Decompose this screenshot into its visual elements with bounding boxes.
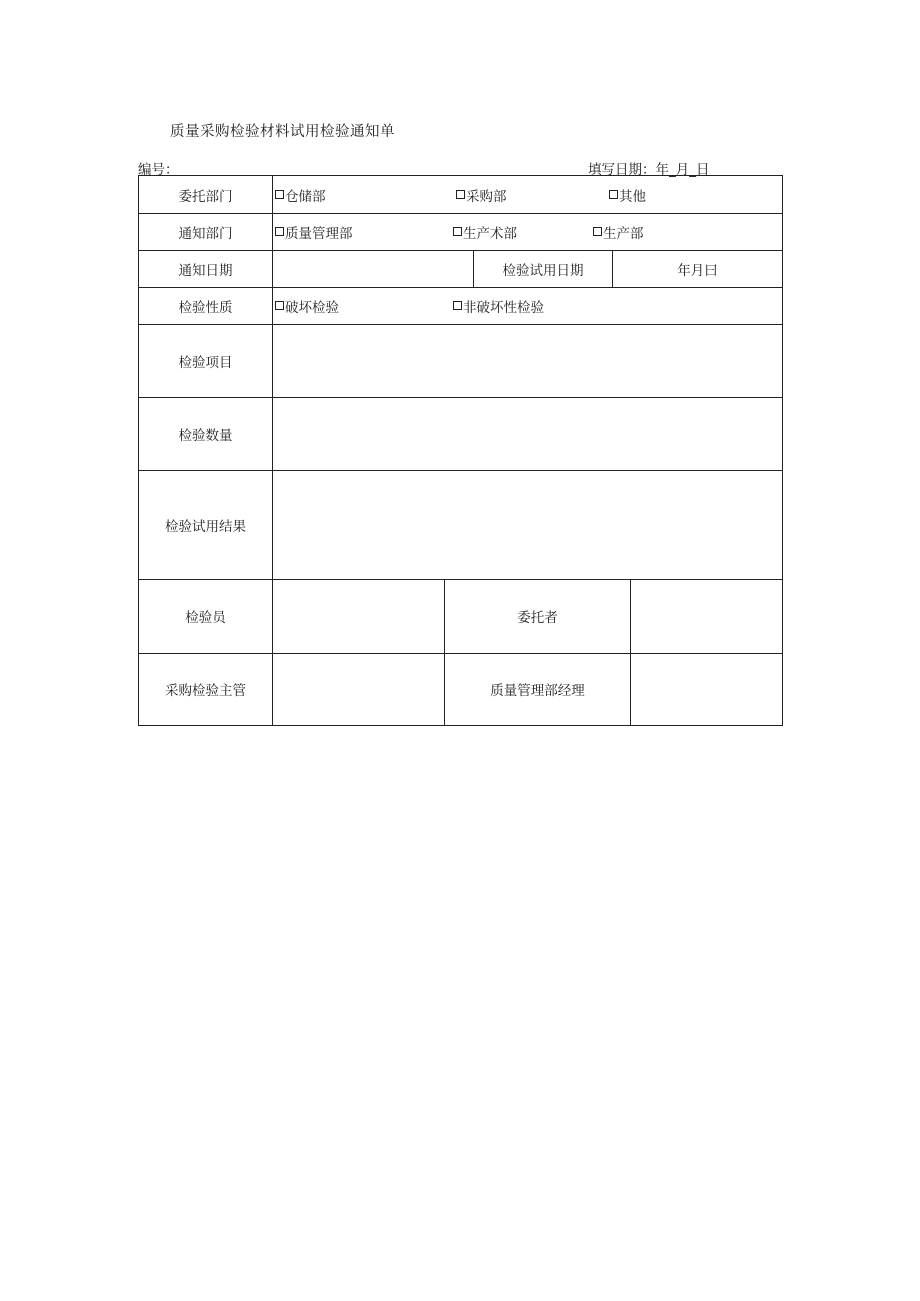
- client-dept-option-warehouse[interactable]: [275, 176, 326, 213]
- inspection-notice-form: [138, 175, 783, 726]
- inspection-type-option-nondestructive[interactable]: [453, 287, 544, 324]
- qm-manager-signature-field[interactable]: [631, 653, 782, 725]
- checkbox-icon[interactable]: [453, 227, 462, 236]
- option-label: 非破坏性检验: [463, 299, 544, 316]
- client-dept-option-other[interactable]: [609, 176, 646, 213]
- trial-date-field[interactable]: 年月曰: [677, 262, 718, 279]
- client-dept-label: 委托部门: [178, 188, 233, 205]
- checkbox-icon[interactable]: [453, 301, 462, 310]
- notify-dept-option-production[interactable]: [593, 213, 644, 250]
- trial-date-label: 检验试用日期: [502, 262, 584, 279]
- notify-dept-option-quality[interactable]: [275, 213, 353, 250]
- checkbox-icon[interactable]: [593, 227, 602, 236]
- option-label: 生产部: [603, 225, 644, 242]
- inspector-label: 检验员: [185, 610, 226, 626]
- notify-dept-option-production-tech[interactable]: [453, 213, 517, 250]
- client-signature-field[interactable]: [631, 579, 782, 653]
- client-label: 委托者: [517, 610, 558, 626]
- notify-dept-label: 通知部门: [178, 225, 233, 242]
- inspection-type-option-destructive[interactable]: [275, 287, 339, 324]
- inspection-items-field[interactable]: [273, 324, 782, 397]
- option-label: 其他: [619, 188, 646, 205]
- purchase-supervisor-signature-field[interactable]: [273, 653, 444, 725]
- option-label: 采购部: [466, 188, 507, 205]
- trial-result-field[interactable]: [273, 470, 782, 579]
- option-label: 破坏检验: [285, 299, 339, 316]
- trial-result-label: 检验试用结果: [165, 518, 246, 535]
- checkbox-icon[interactable]: [275, 227, 284, 236]
- checkbox-icon[interactable]: [275, 190, 284, 199]
- option-label: 仓储部: [285, 188, 326, 205]
- checkbox-icon[interactable]: [456, 190, 465, 199]
- serial-number-label: 编号：: [138, 162, 179, 178]
- form-title: 质量采购检验材料试用检验通知单: [170, 124, 395, 140]
- option-label: 生产术部: [463, 225, 517, 242]
- client-dept-option-purchasing[interactable]: [456, 176, 507, 213]
- notify-date-label: 通知日期: [178, 262, 233, 279]
- notify-date-field[interactable]: [273, 250, 473, 287]
- inspection-quantity-label: 检验数量: [178, 427, 233, 444]
- inspection-quantity-field[interactable]: [273, 397, 782, 470]
- qm-manager-label: 质量管理部经理: [490, 683, 585, 699]
- purchase-supervisor-label: 采购检验主管: [165, 683, 246, 699]
- inspection-type-label: 检验性质: [178, 299, 233, 316]
- inspector-signature-field[interactable]: [273, 579, 444, 653]
- fill-date-label: 填写日期：年_月_日: [588, 162, 710, 178]
- inspection-items-label: 检验项目: [178, 354, 233, 371]
- checkbox-icon[interactable]: [275, 301, 284, 310]
- option-label: 质量管理部: [285, 225, 353, 242]
- checkbox-icon[interactable]: [609, 190, 618, 199]
